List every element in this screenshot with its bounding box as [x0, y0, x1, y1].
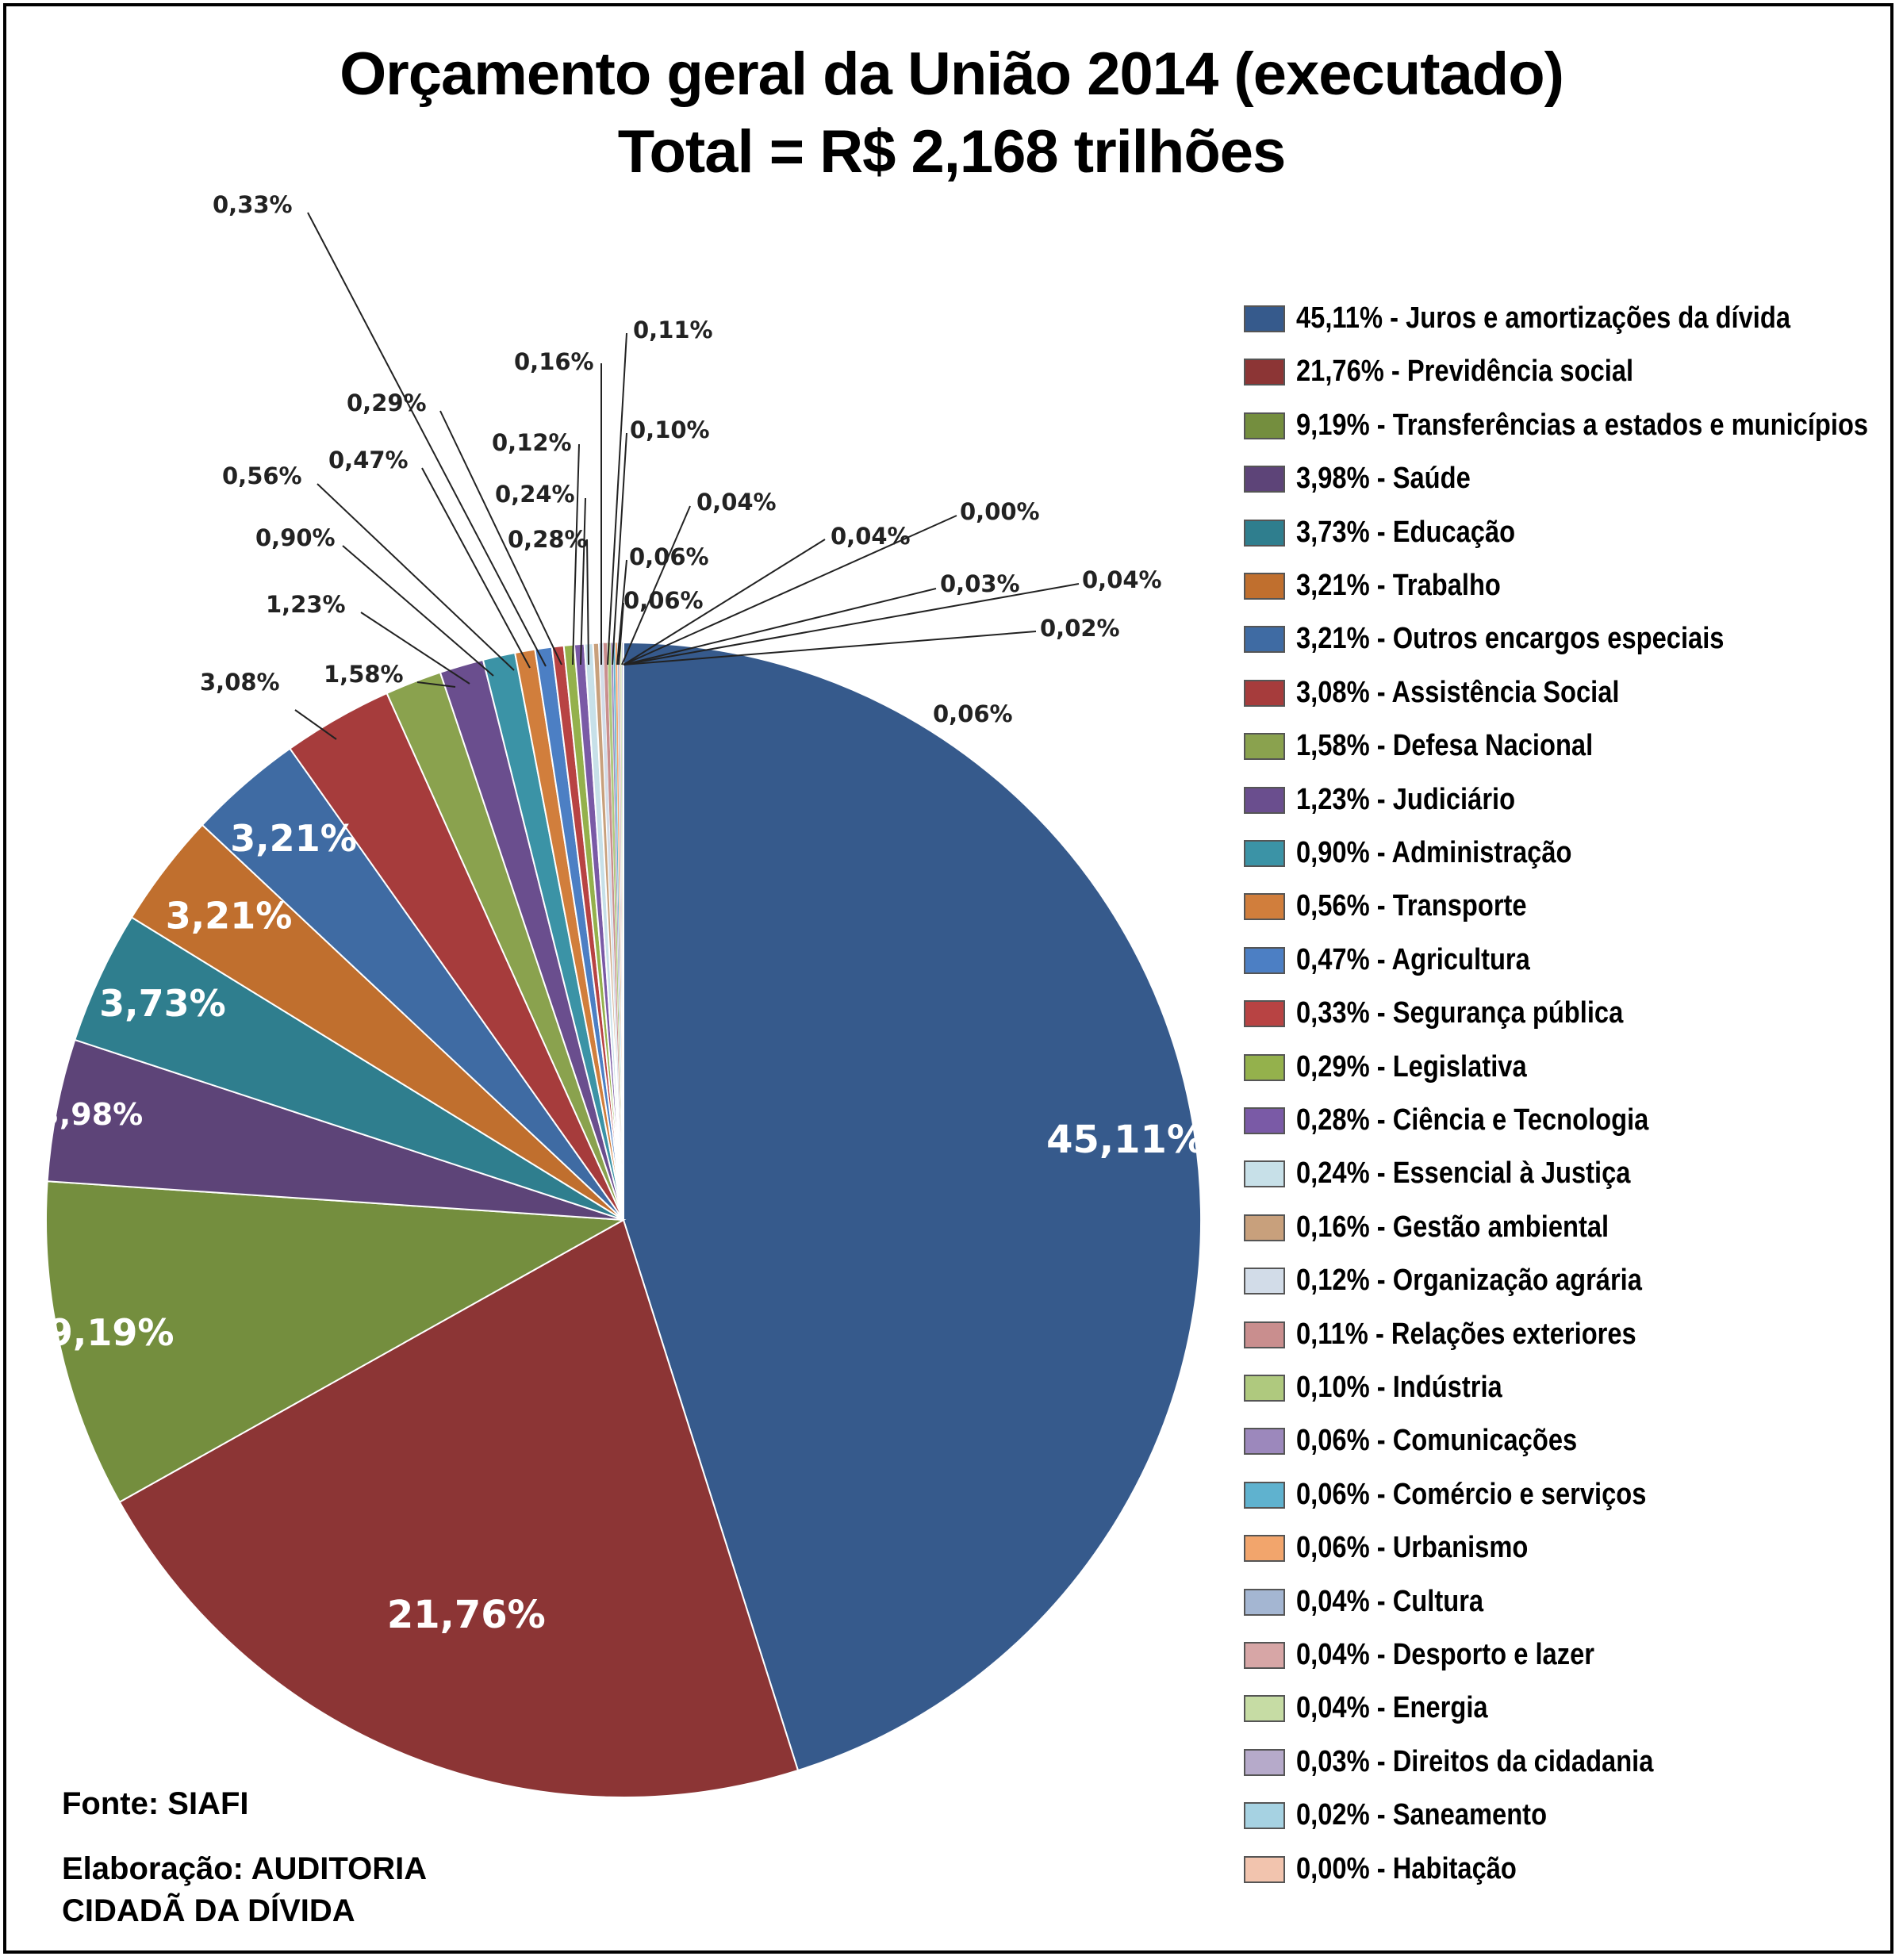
chart-subtitle: Total = R$ 2,168 trilhões — [617, 118, 1286, 186]
legend-label: 0,11% - Relações exteriores — [1296, 1318, 1636, 1351]
callout-label-desporto-e-lazer: 0,04% — [831, 523, 911, 550]
legend-swatch — [1244, 947, 1285, 974]
legend-swatch — [1244, 787, 1285, 814]
legend-swatch — [1244, 1054, 1285, 1081]
legend-label: 0,02% - Saneamento — [1296, 1798, 1548, 1832]
legend-label: 3,98% - Saúde — [1296, 462, 1471, 495]
callout-label-defesa-nacional: 1,58% — [324, 661, 404, 688]
pie-label-transferencias-a-estados-e-municipios: 9,19% — [47, 1311, 175, 1355]
callout-label-organizacao-agraria: 0,12% — [492, 429, 572, 456]
callout-label-transporte: 0,56% — [222, 462, 302, 489]
legend-label: 3,21% - Outros encargos especiais — [1296, 622, 1725, 655]
callout-label-judiciario: 1,23% — [266, 591, 346, 618]
legend-swatch — [1244, 1214, 1285, 1241]
legend-label: 1,23% - Judiciário — [1296, 783, 1516, 816]
legend-label: 0,28% - Ciência e Tecnologia — [1296, 1103, 1649, 1137]
legend-label: 0,06% - Comércio e serviços — [1296, 1478, 1647, 1511]
legend-label: 0,12% - Organização agrária — [1296, 1264, 1642, 1297]
legend-swatch — [1244, 520, 1285, 547]
legend-swatch — [1244, 1802, 1285, 1829]
legend-swatch — [1244, 733, 1285, 760]
pie-label-saude: 3,98% — [38, 1096, 144, 1132]
callout-label-ciencia-e-tecnologia: 0,28% — [508, 526, 588, 553]
legend-swatch — [1244, 1268, 1285, 1295]
legend-label: 0,10% - Indústria — [1296, 1371, 1502, 1404]
callout-label-gestao-ambiental: 0,16% — [514, 348, 594, 375]
legend-label: 0,47% - Agricultura — [1296, 943, 1530, 976]
legend-label: 3,73% - Educação — [1296, 516, 1516, 549]
legend-label: 45,11% - Juros e amortizações da dívida — [1296, 301, 1791, 335]
callout-label-legislativa: 0,29% — [347, 389, 427, 416]
legend-swatch — [1244, 1589, 1285, 1616]
leader-line-administracao — [343, 546, 493, 676]
pie-slices — [46, 642, 1201, 1797]
legend-swatch — [1244, 893, 1285, 920]
legend-swatch — [1244, 1160, 1285, 1187]
callout-label-habitacao: 0,00% — [960, 498, 1040, 525]
legend-label: 0,06% - Comunicações — [1296, 1424, 1578, 1457]
leader-line-essencial-a-justica — [581, 498, 585, 665]
callout-label-administracao: 0,90% — [255, 524, 336, 551]
pie-label-outros-encargos-especiais: 3,21% — [230, 816, 357, 860]
legend-label: 0,29% - Legislativa — [1296, 1050, 1527, 1084]
legend-swatch — [1244, 1375, 1285, 1402]
legend-label: 0,24% - Essencial à Justiça — [1296, 1156, 1631, 1190]
callout-label-urbanismo: 0,06% — [933, 700, 1013, 727]
legend-swatch — [1244, 1000, 1285, 1027]
legend-swatch — [1244, 1535, 1285, 1562]
legend-label: 1,58% - Defesa Nacional — [1296, 729, 1594, 762]
legend-swatch — [1244, 305, 1285, 332]
legend-swatch — [1244, 573, 1285, 600]
legend-swatch — [1244, 359, 1285, 385]
pie-label-previdencia-social: 21,76% — [386, 1592, 546, 1637]
legend-label: 0,04% - Energia — [1296, 1691, 1488, 1724]
legend-label: 0,56% - Transporte — [1296, 889, 1527, 922]
legend-label: 9,19% - Transferências a estados e municípios — [1296, 408, 1869, 442]
callout-label-cultura: 0,04% — [696, 489, 777, 516]
leader-line-cultura — [622, 506, 690, 665]
callout-label-seguranca-publica: 0,33% — [213, 191, 293, 218]
legend-label: 0,00% - Habitação — [1296, 1852, 1517, 1885]
credit-line-1: Elaboração: AUDITORIA — [62, 1851, 428, 1886]
callout-label-comercio-e-servicos: 0,06% — [629, 543, 709, 570]
callout-label-relacoes-exteriores: 0,11% — [633, 316, 713, 343]
callout-label-comunicacoes: 0,06% — [623, 587, 704, 614]
leader-line-organizacao-agraria — [573, 444, 579, 665]
legend-swatch — [1244, 840, 1285, 867]
credit-line-2: CIDADÃ DA DÍVIDA — [62, 1893, 355, 1928]
chart-title: Orçamento geral da União 2014 (executado) — [340, 40, 1563, 108]
callout-label-agricultura: 0,47% — [328, 447, 409, 474]
callout-label-direitos-da-cidadania: 0,03% — [940, 570, 1020, 597]
leader-line-transporte — [317, 484, 514, 670]
legend-swatch — [1244, 412, 1285, 439]
legend-label: 21,76% - Previdência social — [1296, 355, 1634, 388]
pie-label-trabalho: 3,21% — [165, 894, 293, 938]
legend-label: 3,21% - Trabalho — [1296, 569, 1501, 602]
legend-label: 0,06% - Urbanismo — [1296, 1531, 1529, 1564]
legend-swatch — [1244, 1321, 1285, 1348]
legend-label: 0,16% - Gestão ambiental — [1296, 1210, 1609, 1244]
legend-label: 0,33% - Segurança pública — [1296, 996, 1624, 1030]
legend-swatch — [1244, 1107, 1285, 1134]
callout-label-energia: 0,04% — [1082, 566, 1162, 593]
callout-label-assistencia-social: 3,08% — [200, 669, 280, 696]
leader-line-relacoes-exteriores — [608, 333, 627, 665]
legend-swatch — [1244, 1428, 1285, 1455]
callout-label-essencial-a-justica: 0,24% — [495, 481, 575, 508]
legend-label: 0,03% - Direitos da cidadania — [1296, 1745, 1654, 1778]
legend-swatch — [1244, 1482, 1285, 1509]
legend-swatch — [1244, 1856, 1285, 1883]
legend-label: 0,04% - Desporto e lazer — [1296, 1638, 1594, 1671]
callout-label-industria: 0,10% — [630, 416, 710, 443]
callout-label-saneamento: 0,02% — [1040, 615, 1120, 642]
legend-label: 0,90% - Administração — [1296, 836, 1572, 869]
legend-swatch — [1244, 1642, 1285, 1669]
pie-label-juros-e-amortizacoes-da-divida: 45,11% — [1046, 1118, 1206, 1163]
legend-swatch — [1244, 626, 1285, 653]
pie-label-educacao: 3,73% — [99, 981, 226, 1025]
source-note: Fonte: SIAFI — [62, 1786, 249, 1821]
legend-swatch — [1244, 466, 1285, 493]
legend-swatch — [1244, 1749, 1285, 1776]
legend-swatch — [1244, 680, 1285, 707]
legend-swatch — [1244, 1695, 1285, 1722]
legend-label: 0,04% - Cultura — [1296, 1585, 1484, 1618]
legend-label: 3,08% - Assistência Social — [1296, 676, 1620, 709]
